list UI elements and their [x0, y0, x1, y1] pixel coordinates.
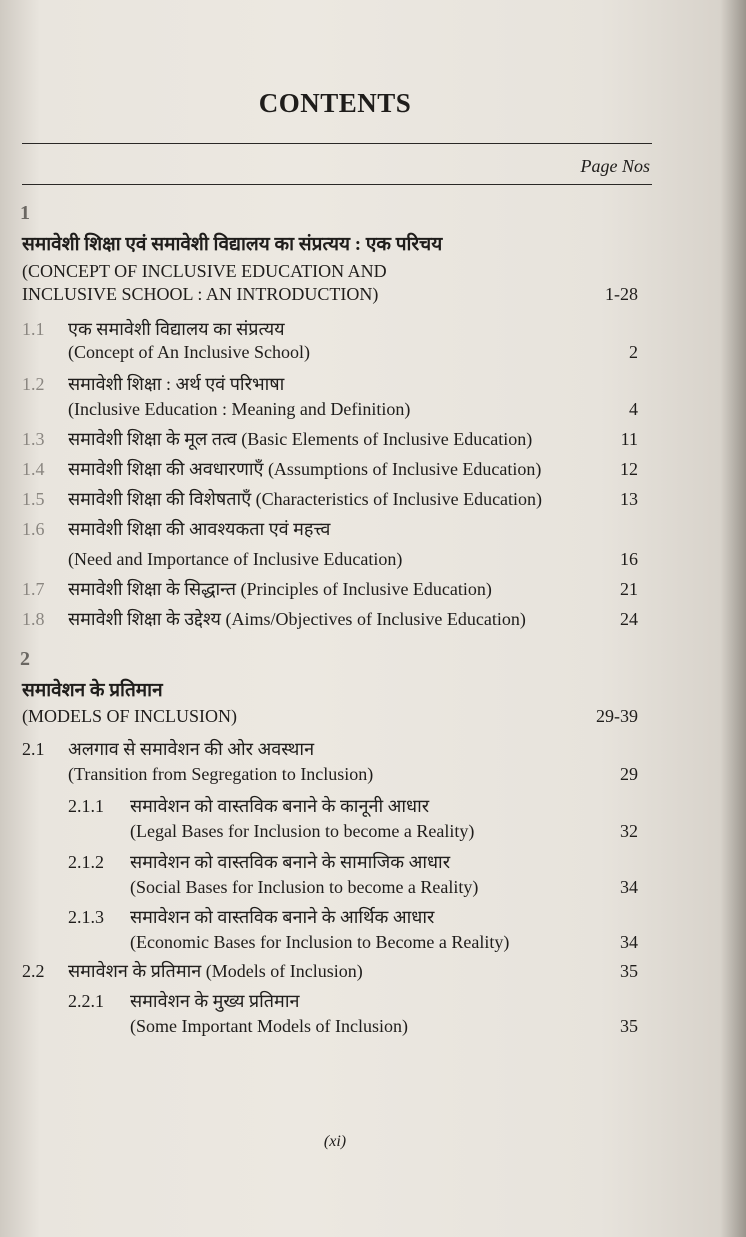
- header-rule: [22, 184, 652, 185]
- chapter-1-pages: 1-28: [605, 284, 638, 304]
- toc-item-page: 35: [620, 961, 638, 981]
- toc-item-number: 1.7: [22, 579, 45, 599]
- toc-item-number: 1.4: [22, 459, 45, 479]
- toc-item-english: (Legal Bases for Inclusion to become a Reality): [130, 821, 475, 841]
- toc-item-page: 2: [629, 342, 638, 362]
- toc-item-text: समावेशी शिक्षा के सिद्धान्त (Principles of Inclusive Education): [68, 579, 492, 599]
- page-number-footer: (xi): [323, 1133, 347, 1150]
- toc-item-text: समावेशी शिक्षा के मूल तत्व (Basic Elements of Inclusive Education): [68, 429, 533, 449]
- chapter-1-title-english-line1: (CONCEPT OF INCLUSIVE EDUCATION AND: [22, 261, 387, 281]
- toc-item-number: 1.5: [22, 489, 45, 509]
- toc-item-number: 1.6: [22, 519, 45, 539]
- toc-item-hindi: एक समावेशी विद्यालय का संप्रत्यय: [68, 319, 285, 339]
- chapter-1-title-hindi: समावेशी शिक्षा एवं समावेशी विद्यालय का संप्रत्यय : एक परिचय: [22, 234, 443, 255]
- chapter-2-title-english: (MODELS OF INCLUSION): [22, 706, 237, 726]
- toc-item-text: समावेशी शिक्षा की अवधारणाएँ (Assumptions of Inclusive Education): [68, 459, 542, 479]
- toc-item-page: 12: [620, 459, 638, 479]
- toc-item-number: 2.1.1: [68, 796, 104, 816]
- toc-item-hindi: समावेशी शिक्षा : अर्थ एवं परिभाषा: [68, 374, 285, 394]
- toc-item-page: 21: [620, 579, 638, 599]
- page-nos-label: Page Nos: [580, 156, 650, 176]
- top-rule: [22, 143, 652, 144]
- contents-heading: CONTENTS: [258, 88, 412, 118]
- toc-item-page: 34: [620, 932, 638, 952]
- toc-item-page: 24: [620, 609, 638, 629]
- toc-item-page: 29: [620, 764, 638, 784]
- toc-item-hindi: समावेशी शिक्षा की आवश्यकता एवं महत्त्व: [68, 519, 331, 539]
- toc-item-number: 2.2.1: [68, 991, 104, 1011]
- chapter-1-number: 1: [20, 202, 30, 224]
- toc-item-page: 4: [629, 399, 638, 419]
- toc-item-number: 1.8: [22, 609, 45, 629]
- toc-item-english: (Concept of An Inclusive School): [68, 342, 310, 362]
- toc-item-english: (Transition from Segregation to Inclusion): [68, 764, 374, 784]
- toc-item-english: (Some Important Models of Inclusion): [130, 1016, 408, 1036]
- toc-item-english: (Economic Bases for Inclusion to Become a Reality): [130, 932, 510, 952]
- toc-item-page: 32: [620, 821, 638, 841]
- toc-item-hindi: समावेशन को वास्तविक बनाने के कानूनी आधार: [130, 796, 430, 816]
- toc-item-number: 2.1: [22, 739, 45, 759]
- toc-item-english: (Inclusive Education : Meaning and Definition): [68, 399, 411, 419]
- toc-item-hindi: अलगाव से समावेशन की ओर अवस्थान: [68, 739, 315, 759]
- toc-item-page: 11: [620, 429, 638, 449]
- toc-item-page: 13: [620, 489, 638, 509]
- chapter-2-title-hindi: समावेशन के प्रतिमान: [22, 680, 163, 701]
- toc-item-page: 34: [620, 877, 638, 897]
- toc-item-english: (Social Bases for Inclusion to become a Reality): [130, 877, 479, 897]
- toc-item-text: समावेशी शिक्षा के उद्देश्य (Aims/Objectives of Inclusive Education): [68, 609, 526, 629]
- chapter-2-number: 2: [20, 648, 30, 670]
- toc-item-english: (Need and Importance of Inclusive Education): [68, 549, 403, 569]
- toc-item-number: 1.3: [22, 429, 45, 449]
- toc-item-text: समावेशन के प्रतिमान (Models of Inclusion): [68, 961, 363, 981]
- toc-item-number: 1.2: [22, 374, 45, 394]
- toc-item-hindi: समावेशन को वास्तविक बनाने के आर्थिक आधार: [130, 907, 435, 927]
- toc-item-hindi: समावेशन को वास्तविक बनाने के सामाजिक आधार: [130, 852, 451, 872]
- toc-item-text: समावेशी शिक्षा की विशेषताएँ (Characteristics of Inclusive Education): [68, 489, 543, 509]
- toc-item-number: 2.1.3: [68, 907, 104, 927]
- chapter-2-pages: 29-39: [596, 706, 638, 726]
- chapter-1-title-english-line2: INCLUSIVE SCHOOL : AN INTRODUCTION): [22, 284, 379, 304]
- toc-item-hindi: समावेशन के मुख्य प्रतिमान: [130, 991, 300, 1011]
- toc-item-number: 1.1: [22, 319, 45, 339]
- toc-item-page: 16: [620, 549, 638, 569]
- toc-item-number: 2.2: [22, 961, 45, 981]
- toc-item-page: 35: [620, 1016, 638, 1036]
- toc-item-number: 2.1.2: [68, 852, 104, 872]
